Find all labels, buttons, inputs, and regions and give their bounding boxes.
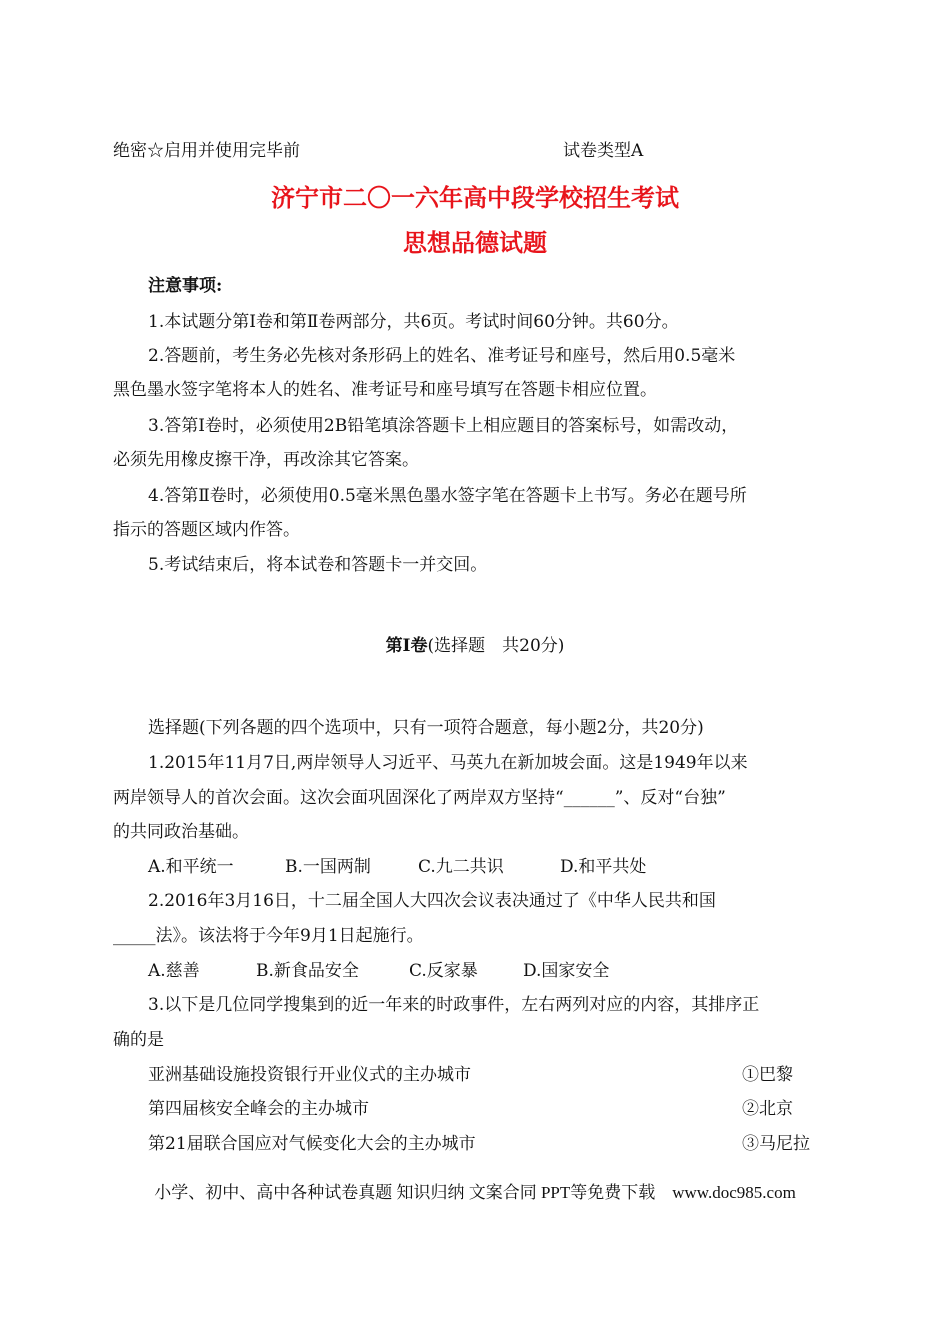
q1-line-2: 两岸领导人的首次会面。这次会面巩固深化了两岸双方坚持“______”、反对“台独” — [113, 788, 726, 808]
q3-row — [148, 1098, 808, 1122]
q1-option-b: B.一国两制 — [285, 857, 371, 877]
q3-line-1: 3.以下是几位同学搜集到的近一年来的时政事件，左右两列对应的内容，其排序正 — [148, 995, 760, 1015]
q3-row-left: 第四届核安全峰会的主办城市 — [148, 1099, 369, 1119]
q1-option-c: C.九二共识 — [418, 857, 504, 877]
q3-row-left: 亚洲基础设施投资银行开业仪式的主办城市 — [148, 1065, 471, 1085]
q3-row — [148, 1133, 808, 1157]
q3-row — [148, 1064, 808, 1088]
q3-row-left: 第21届联合国应对气候变化大会的主办城市 — [148, 1134, 476, 1154]
q1-line-1: 1.2015年11月7日,两岸领导人习近平、马英九在新加坡会面。这是1949年以来 — [148, 753, 748, 773]
q3-row-right: ③马尼拉 — [742, 1134, 810, 1154]
q1-option-d: D.和平共处 — [560, 857, 647, 877]
notice-item-1: 1.本试题分第Ⅰ卷和第Ⅱ卷两部分，共6页。考试时间60分钟。共60分。 — [148, 312, 679, 332]
notice-item-4: 4.答第Ⅱ卷时，必须使用0.5毫米黑色墨水签字笔在答题卡上书写。务必在题号所 — [148, 486, 747, 506]
notice-item-4-cont: 指示的答题区域内作答。 — [113, 520, 300, 540]
q2-line-2: _____法》。该法将于今年9月1日起施行。 — [113, 926, 424, 946]
notice-item-3-cont: 必须先用橡皮擦干净，再改涂其它答案。 — [113, 450, 419, 470]
section-title-rest: (选择题 共20分) — [427, 636, 565, 656]
q2-line-1: 2.2016年3月16日，十二届全国人大四次会议表决通过了《中华人民共和国 — [148, 891, 716, 911]
notice-item-5: 5.考试结束后，将本试卷和答题卡一并交回。 — [148, 555, 488, 575]
paper-type: 试卷类型A — [563, 141, 644, 161]
section-title — [0, 635, 950, 657]
notice-item-2: 2.答题前，考生务必先核对条形码上的姓名、准考证号和座号，然后用0.5毫米 — [148, 346, 736, 366]
notice-heading: 注意事项: — [148, 276, 223, 296]
q3-row-right: ②北京 — [742, 1099, 793, 1119]
section-title-bold: 第Ⅰ卷 — [385, 636, 428, 656]
q2-option-b: B.新食品安全 — [256, 961, 359, 981]
q3-row-right: ①巴黎 — [742, 1065, 793, 1085]
secret-label: 绝密☆启用并使用完毕前 — [113, 141, 300, 161]
q1-line-3: 的共同政治基础。 — [113, 822, 249, 842]
footer-text: 小学、初中、高中各种试卷真题 知识归纳 文案合同 PPT等免费下载 www.doc985.com — [154, 1183, 796, 1202]
exam-title: 济宁市二〇一六年高中段学校招生考试 — [271, 183, 679, 212]
q3-line-2: 确的是 — [113, 1030, 164, 1050]
exam-subtitle: 思想品德试题 — [403, 228, 547, 257]
q2-option-a: A.慈善 — [148, 961, 200, 981]
notice-item-2-cont: 黑色墨水签字笔将本人的姓名、准考证号和座号填写在答题卡相应位置。 — [113, 380, 657, 400]
q1-option-a: A.和平统一 — [148, 857, 234, 877]
q2-option-d: D.国家安全 — [523, 961, 610, 981]
notice-item-3: 3.答第Ⅰ卷时，必须使用2B铅笔填涂答题卡上相应题目的答案标号，如需改动， — [148, 416, 739, 436]
q2-option-c: C.反家暴 — [409, 961, 478, 981]
section-instruction: 选择题(下列各题的四个选项中，只有一项符合题意，每小题2分，共20分) — [148, 718, 704, 738]
